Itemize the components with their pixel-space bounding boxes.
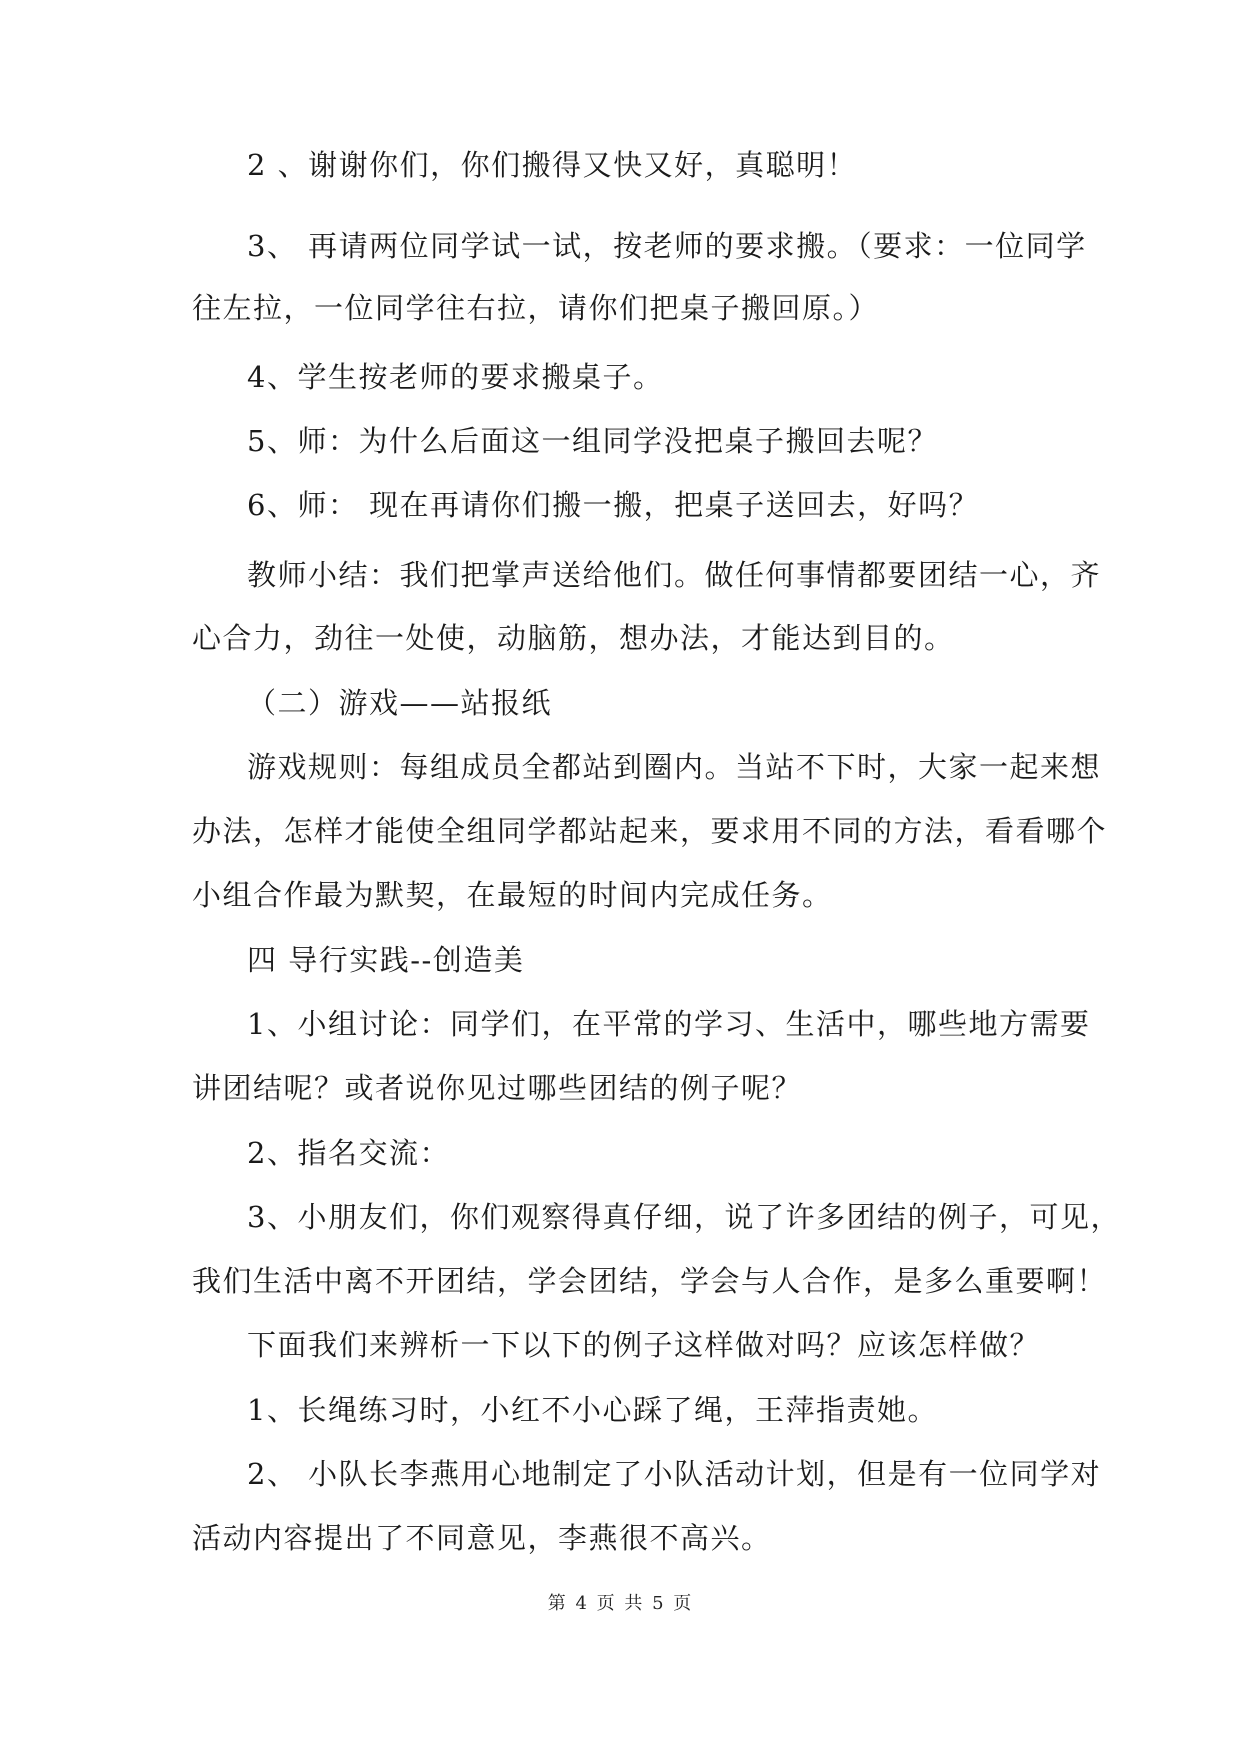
paragraph-line: 活动内容提出了不同意见，李燕很不高兴。 [192, 1521, 772, 1555]
paragraph-line: 6、师： 现在再请你们搬一搬，把桌子送回去，好吗？ [247, 488, 980, 522]
paragraph-line: 2、 小队长李燕用心地制定了小队活动计划，但是有一位同学对 [247, 1457, 1102, 1491]
paragraph-line: 讲团结呢？或者说你见过哪些团结的例子呢？ [192, 1071, 803, 1105]
paragraph-line: 小组合作最为默契，在最短的时间内完成任务。 [192, 878, 833, 912]
paragraph-line: 4、学生按老师的要求搬桌子。 [247, 360, 664, 394]
paragraph-line: 1、小组讨论：同学们，在平常的学习、生活中，哪些地方需要 [247, 1007, 1091, 1041]
paragraph-line: 5、师：为什么后面这一组同学没把桌子搬回去呢？ [247, 424, 938, 458]
paragraph-line: 往左拉，一位同学往右拉，请你们把桌子搬回原。） [192, 291, 880, 325]
paragraph-line: 1、长绳练习时，小红不小心踩了绳，王萍指责她。 [247, 1393, 938, 1427]
paragraph-line: 教师小结：我们把掌声送给他们。做任何事情都要团结一心，齐 [247, 558, 1102, 592]
section-heading: 四 导行实践--创造美 [247, 943, 525, 977]
section-heading: （二）游戏——站报纸 [247, 686, 553, 720]
page-footer: 第 4 页 共 5 页 [547, 1593, 694, 1614]
paragraph-line: 心合力，劲往一处使，动脑筋，想办法，才能达到目的。 [192, 621, 955, 655]
paragraph-line: 3、小朋友们，你们观察得真仔细，说了许多团结的例子，可见， [247, 1200, 1121, 1234]
paragraph-line: 3、 再请两位同学试一试，按老师的要求搬。（要求：一位同学 [247, 229, 1087, 263]
paragraph-line: 2 、谢谢你们，你们搬得又快又好，真聪明！ [247, 148, 858, 182]
paragraph-line: 办法，怎样才能使全组同学都站起来，要求用不同的方法，看看哪个 [192, 814, 1108, 848]
paragraph-line: 下面我们来辨析一下以下的例子这样做对吗？应该怎样做？ [247, 1328, 1041, 1362]
paragraph-line: 游戏规则：每组成员全都站到圈内。当站不下时，大家一起来想 [247, 750, 1102, 784]
paragraph-line: 我们生活中离不开团结，学会团结，学会与人合作，是多么重要啊！ [192, 1264, 1108, 1298]
paragraph-line: 2、指名交流： [247, 1136, 450, 1170]
